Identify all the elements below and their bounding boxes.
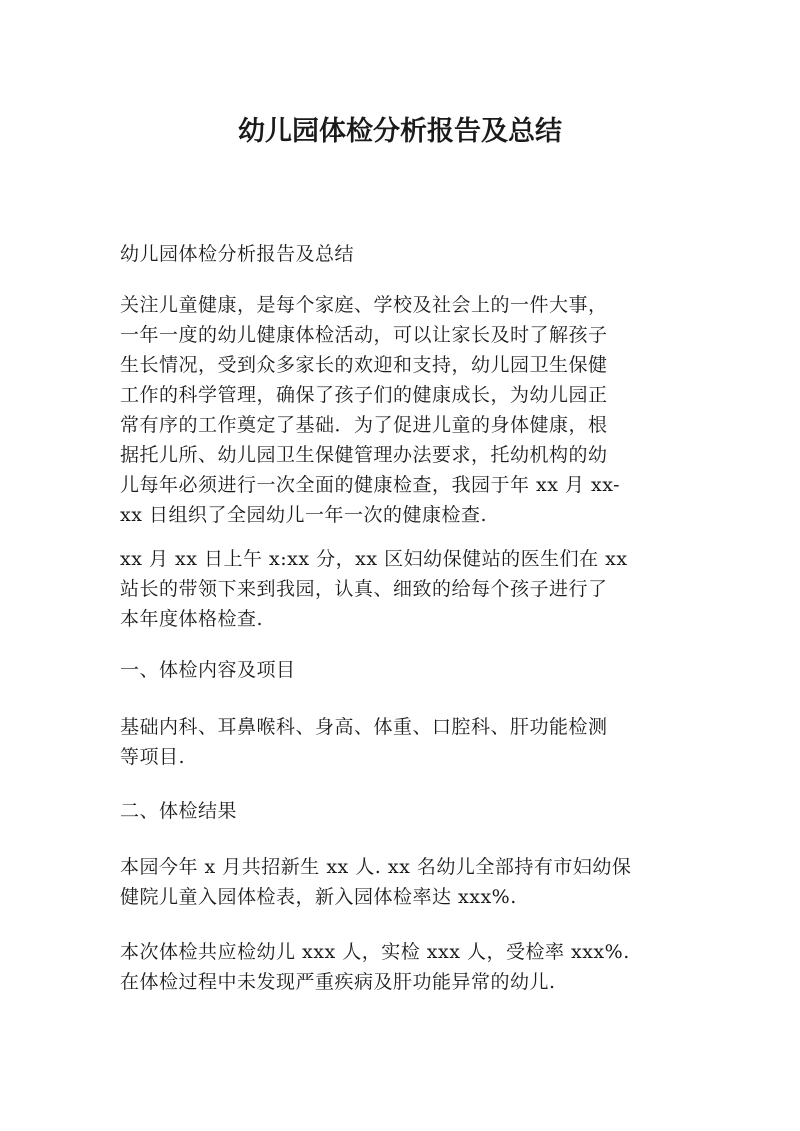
heading-line: 二、体检结果 bbox=[120, 800, 238, 822]
document-subtitle bbox=[120, 239, 695, 269]
text-line: 工作的科学管理，确保了孩子们的健康成长，为幼儿园正 bbox=[120, 384, 608, 406]
text-line: 本园今年 x 月共招新生 xx 人. xx 名幼儿全部持有市妇幼保 bbox=[120, 856, 632, 878]
text-line: 等项目. bbox=[120, 746, 186, 768]
text-line: 儿每年必须进行一次全面的健康检查，我园于年 xx 月 xx- bbox=[120, 474, 621, 496]
text-line: 在体检过程中未发现严重疾病及肝功能异常的幼儿. bbox=[120, 971, 556, 993]
text-line: 一年一度的幼儿健康体检活动，可以让家长及时了解孩子 bbox=[120, 324, 608, 346]
results-paragraph-1 bbox=[120, 852, 695, 912]
section-heading-contents bbox=[120, 655, 695, 685]
contents-paragraph bbox=[120, 712, 695, 772]
intro-paragraph bbox=[120, 290, 695, 530]
text-line: 站长的带领下来到我园，认真、细致的给每个孩子进行了 bbox=[120, 578, 608, 600]
subtitle-line: 幼儿园体检分析报告及总结 bbox=[120, 243, 355, 265]
visit-paragraph bbox=[120, 544, 695, 634]
text-line: 生长情况，受到众多家长的欢迎和支持，幼儿园卫生保健 bbox=[120, 354, 608, 376]
text-line: xx 月 xx 日上午 x:xx 分，xx 区妇幼保健站的医生们在 xx bbox=[120, 548, 628, 570]
text-line: xx 日组织了全园幼儿一年一次的健康检查. bbox=[120, 504, 488, 526]
heading-line: 一、体检内容及项目 bbox=[120, 659, 296, 681]
document-title: 幼儿园体检分析报告及总结 bbox=[238, 116, 562, 147]
text-line: 本年度体格检查. bbox=[120, 608, 264, 630]
text-line: 关注儿童健康，是每个家庭、学校及社会上的一件大事， bbox=[120, 294, 608, 316]
section-heading-results bbox=[120, 796, 695, 826]
text-line: 基础内科、耳鼻喉科、身高、体重、口腔科、肝功能检测 bbox=[120, 716, 608, 738]
text-line: 常有序的工作奠定了基础．为了促进儿童的身体健康，根 bbox=[120, 414, 608, 436]
text-line: 据托儿所、幼儿园卫生保健管理办法要求，托幼机构的幼 bbox=[120, 444, 608, 466]
text-line: 健院儿童入园体检表，新入园体检率达 xxx%. bbox=[120, 886, 517, 908]
results-paragraph-2 bbox=[120, 937, 695, 997]
text-line: 本次体检共应检幼儿 xxx 人，实检 xxx 人，受检率 xxx%. bbox=[120, 941, 630, 963]
